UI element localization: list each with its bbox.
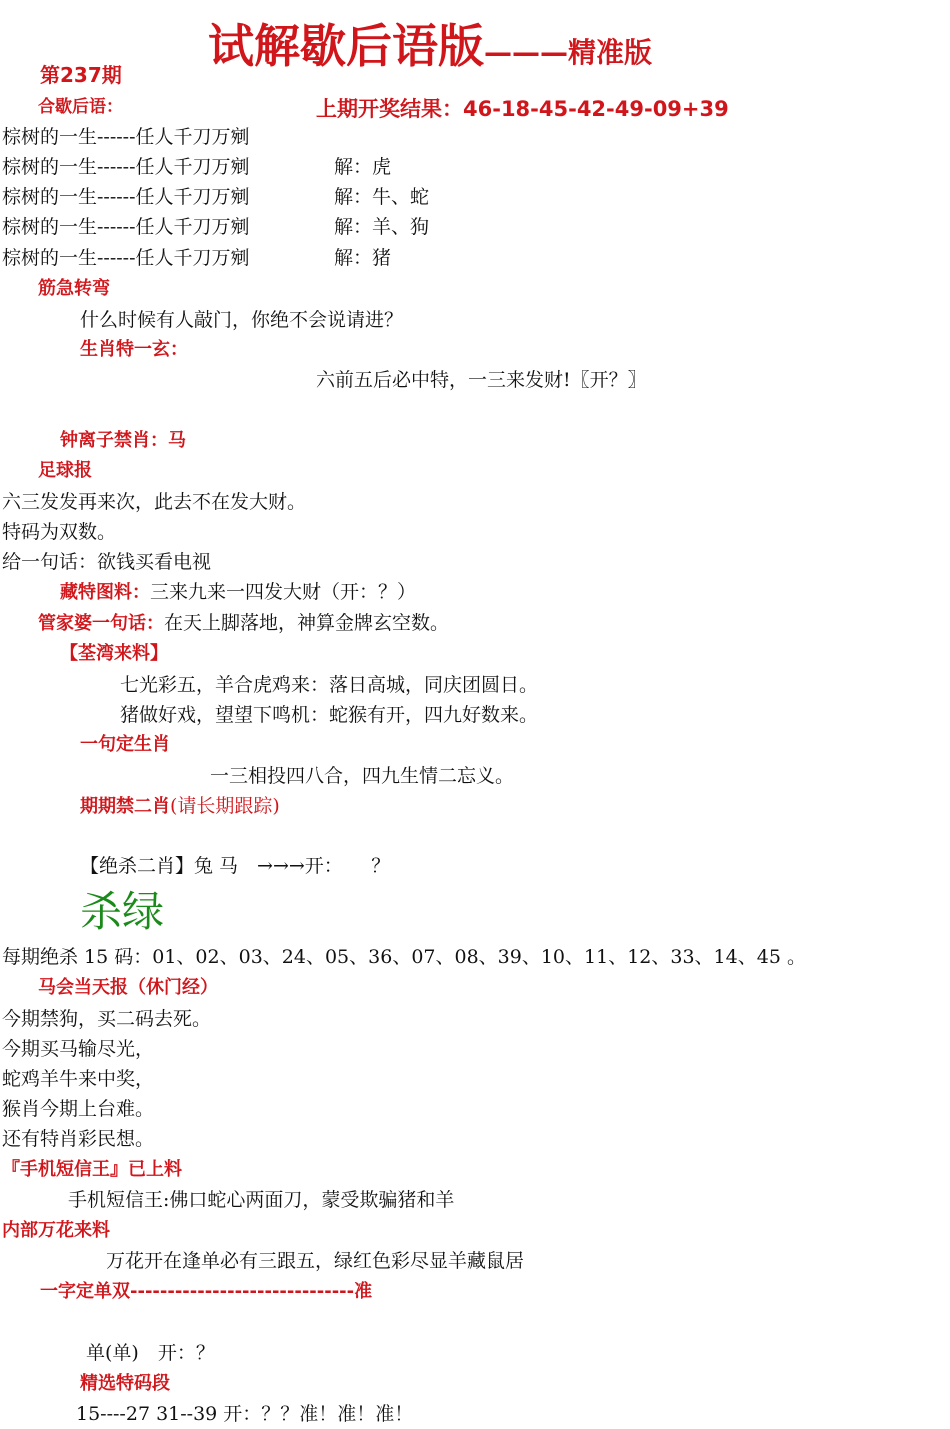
special-segment-text: 15----27 31--39 开：？？准！准！准！ [76, 1403, 414, 1425]
title-suffix: ———精准版 [484, 36, 653, 69]
riddle-answer: 解：猪 [334, 247, 392, 269]
one-sentence-text: 一三相投四八合，四九生情二忘义。 [210, 765, 515, 787]
horse-report-line: 还有特肖彩民想。 [2, 1128, 155, 1150]
forbid-two-note: (请长期跟踪) [170, 795, 280, 817]
forbid-two-heading: 期期禁二肖 [80, 796, 170, 817]
single-double-heading: 一字定单双------------------------------准 [40, 1281, 373, 1302]
riddle-text: 棕树的一生------任人千刀万剜 [2, 126, 250, 148]
brain-teaser-heading: 筋急转弯 [38, 278, 110, 299]
kill-15-text: 每期绝杀 15 码：01、02、03、24、05、36、07、08、39、10、11、12、33、14、45 。 [2, 946, 806, 968]
horse-report-line: 今期买马输尽光， [2, 1038, 155, 1060]
football-line: 给一句话：欲钱买看电视 [2, 551, 212, 573]
kill-two-text: 【绝杀二肖】兔 马 →→→开： ？ [80, 855, 391, 877]
one-sentence-heading: 一句定生肖 [80, 734, 170, 755]
combined-label: 合歇后语： [38, 97, 123, 117]
single-double-text: 单(单) 开：？ [86, 1342, 215, 1364]
wanhua-heading: 内部万花来料 [2, 1220, 110, 1241]
issue-number: 第237期 [40, 63, 122, 87]
hidden-pic-text: 三来九来一四发大财（开：？） [150, 581, 417, 603]
sms-king-text: 手机短信王:佛口蛇心两面刀，蒙受欺骗猪和羊 [68, 1189, 455, 1211]
quanwan-heading: 【荃湾来料】 [60, 643, 168, 664]
last-result: 上期开奖结果：46-18-45-42-49-09+39 [316, 97, 729, 121]
zodiac-special-text: 六前五后必中特，一三来发财!〖开？〗 [316, 369, 647, 391]
brain-teaser-text: 什么时候有人敲门，你绝不会说请进？ [80, 309, 404, 331]
forbid-two-row [80, 795, 280, 818]
football-line: 特码为双数。 [2, 521, 117, 543]
quanwan-line: 七光彩五，羊合虎鸡来：落日高城，同庆团圆日。 [120, 674, 539, 696]
zhongli-text: 钟离子禁肖：马 [60, 430, 186, 451]
sms-king-heading: 『手机短信王』已上料 [2, 1159, 182, 1180]
wanhua-text: 万花开在逢单必有三跟五，绿红色彩尽显羊藏鼠居 [106, 1250, 525, 1272]
hidden-pic-row [60, 581, 416, 604]
riddle-answer: 解：虎 [334, 156, 392, 178]
riddle-answer: 解：牛、蛇 [334, 186, 430, 208]
housekeeper-text: 在天上脚落地，神算金牌玄空数。 [164, 612, 450, 634]
special-segment-heading: 精选特码段 [80, 1373, 170, 1394]
riddle-text: 棕树的一生------任人千刀万剜 [2, 247, 250, 269]
quanwan-line: 猪做好戏，望望下鸣机：蛇猴有开，四九好数来。 [120, 704, 539, 726]
riddle-text: 棕树的一生------任人千刀万剜 [2, 186, 250, 208]
horse-report-line: 今期禁狗，买二码去死。 [2, 1008, 212, 1030]
riddle-text: 棕树的一生------任人千刀万剜 [2, 216, 250, 238]
horse-report-line: 猴肖今期上台难。 [2, 1098, 155, 1120]
riddle-answer: 解：羊、狗 [334, 216, 430, 238]
horse-report-heading: 马会当天报（休门经） [38, 977, 218, 998]
riddle-text: 棕树的一生------任人千刀万剜 [2, 156, 250, 178]
page-title [208, 18, 652, 81]
housekeeper-row [38, 612, 449, 635]
horse-report-line: 蛇鸡羊牛来中奖， [2, 1068, 155, 1090]
kill-green-label: 杀绿 [80, 887, 165, 936]
football-heading: 足球报 [38, 460, 92, 481]
football-line: 六三发发再来次，此去不在发大财。 [2, 491, 307, 513]
hidden-pic-label: 藏特图料： [60, 582, 150, 603]
title-main: 试解歇后语版 [208, 19, 484, 73]
zodiac-special-heading: 生肖特一玄： [80, 339, 188, 360]
housekeeper-label: 管家婆一句话： [38, 613, 164, 634]
